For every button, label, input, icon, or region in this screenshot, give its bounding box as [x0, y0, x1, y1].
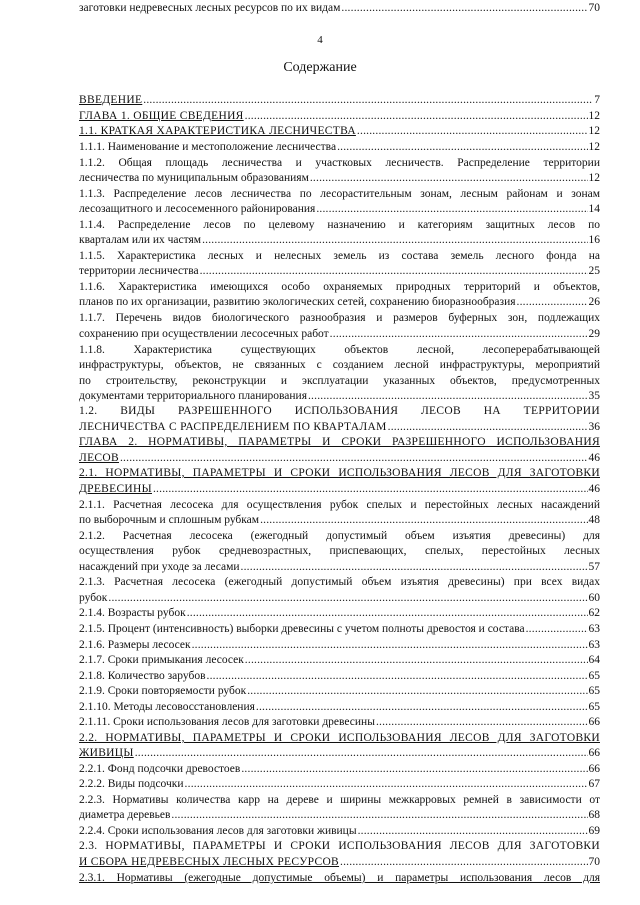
toc-entry-text: планов по их организации, развитию экологических сетей, сохранению биоразнообразия — [79, 296, 516, 308]
dot-leader — [316, 201, 587, 217]
toc-line — [79, 139, 600, 155]
toc-line — [79, 326, 600, 342]
dot-leader — [357, 123, 588, 139]
toc-page-number: 66 — [588, 716, 600, 728]
dot-leader — [171, 807, 587, 823]
toc-entry-text: И СБОРА НЕДРЕВЕСНЫХ ЛЕСНЫХ РЕСУРСОВ — [79, 856, 340, 868]
dot-leader — [207, 668, 588, 684]
toc-line — [79, 621, 600, 637]
toc-line — [79, 590, 600, 606]
dot-leader — [330, 326, 588, 342]
dot-leader — [517, 294, 588, 310]
toc-line — [79, 652, 600, 668]
toc-line — [79, 854, 600, 870]
dot-leader — [247, 683, 587, 699]
toc-page-number: 64 — [588, 654, 600, 666]
toc-line — [79, 605, 600, 621]
toc-page-number: 35 — [588, 390, 600, 402]
toc-line — [79, 92, 600, 108]
toc-entry-text: 2.1.11. Сроки использования лесов для заготовки древесины — [79, 716, 375, 728]
toc-line — [79, 714, 600, 730]
toc-page-number: 48 — [588, 514, 600, 526]
toc-line — [79, 263, 600, 279]
toc-line: 1.2. ВИДЫ РАЗРЕШЕННОГО ИСПОЛЬЗОВАНИЯ ЛЕСОВ НА ТЕРРИТОРИИ — [79, 405, 600, 417]
dot-leader — [143, 92, 593, 108]
toc-line — [79, 761, 600, 777]
toc-entry-text: заготовки недревесных лесных ресурсов по их видам — [79, 2, 341, 14]
toc-page-number: 63 — [588, 623, 600, 635]
toc-line — [79, 201, 600, 217]
toc-entry-text: 2.1.4. Возрасты рубок — [79, 607, 186, 619]
toc-line — [79, 745, 600, 761]
dot-leader — [108, 590, 587, 606]
toc-line: 2.3.1. Нормативы (ежегодные допустимые объемы) и параметры использования лесов для — [79, 872, 600, 884]
toc-page-number: 26 — [588, 296, 600, 308]
toc-page-number: 16 — [588, 234, 600, 246]
toc-line: 1.1.5. Характеристика лесных и нелесных земель из состава земель лесного фонда на — [79, 250, 600, 262]
toc-line — [79, 0, 600, 16]
toc-line: 2.1.2. Расчетная лесосека (ежегодный допустимый объем изъятия древесины) для — [79, 530, 600, 542]
dot-leader — [337, 139, 587, 155]
toc-line — [79, 232, 600, 248]
toc-page-number: 65 — [588, 670, 600, 682]
toc-line: 2.1.3. Расчетная лесосека (ежегодный допустимый объем изъятия древесины) при всех видах — [79, 576, 600, 588]
toc-page-number: 57 — [588, 561, 600, 573]
toc-page-number: 12 — [588, 172, 600, 184]
toc-page-number: 66 — [588, 763, 600, 775]
dot-leader — [358, 823, 588, 839]
toc-line — [79, 108, 600, 124]
toc-entry-text: ВВЕДЕНИЕ — [79, 94, 143, 106]
dot-leader — [308, 388, 588, 404]
toc-page-number: 12 — [588, 141, 600, 153]
toc-page-number: 12 — [588, 110, 600, 122]
toc-page-number: 66 — [588, 747, 600, 759]
toc-line — [79, 512, 600, 528]
toc-line: 2.1. НОРМАТИВЫ, ПАРАМЕТРЫ И СРОКИ ИСПОЛЬЗОВАНИЯ ЛЕСОВ ДЛЯ ЗАГОТОВКИ — [79, 467, 600, 479]
toc-page-number: 25 — [588, 265, 600, 277]
toc-line: ГЛАВА 2. НОРМАТИВЫ, ПАРАМЕТРЫ И СРОКИ РАЗРЕШЕННОГО ИСПОЛЬЗОВАНИЯ — [79, 436, 600, 448]
toc-page-number: 69 — [588, 825, 600, 837]
toc-entry-text: 2.2.4. Сроки использования лесов для заготовки живицы — [79, 825, 357, 837]
toc-page-number: 60 — [588, 592, 600, 604]
dot-leader — [376, 714, 588, 730]
toc-entry-text: 2.1.6. Размеры лесосек — [79, 639, 191, 651]
toc-entry-text: документами территориального планирования — [79, 390, 307, 402]
toc-line — [79, 823, 600, 839]
toc-line — [79, 807, 600, 823]
toc-line: 2.3. НОРМАТИВЫ, ПАРАМЕТРЫ И СРОКИ ИСПОЛЬЗОВАНИЯ ЛЕСОВ ДЛЯ ЗАГОТОВКИ — [79, 840, 600, 852]
dot-leader — [245, 108, 588, 124]
toc-page-number: 46 — [588, 483, 600, 495]
dot-leader — [310, 170, 588, 186]
toc-entry-text: 2.1.9. Сроки повторяемости рубок — [79, 685, 247, 697]
toc-line — [79, 419, 600, 435]
page-number: 4 — [317, 34, 323, 46]
toc-page-number: 29 — [588, 328, 600, 340]
toc-line — [79, 683, 600, 699]
toc-page-number: 63 — [588, 639, 600, 651]
toc-line — [79, 699, 600, 715]
toc-page-number: 70 — [588, 2, 600, 14]
toc-page-number: 36 — [588, 421, 600, 433]
toc-line — [79, 481, 600, 497]
dot-leader — [200, 263, 588, 279]
toc-entry-text: 2.1.7. Сроки примыкания лесосек — [79, 654, 244, 666]
dot-leader — [202, 232, 587, 248]
toc-line: 1.1.2. Общая площадь лесничества и участковых лесничеств. Распределение территории — [79, 157, 600, 169]
toc-line: 2.1.1. Расчетная лесосека для осуществления рубок спелых и перестойных лесных насаждений — [79, 499, 600, 511]
toc-page-number: 14 — [588, 203, 600, 215]
dot-leader — [241, 761, 587, 777]
toc-line: инфраструктуры, объектов, не связанных с созданием лесной инфраструктуры, мероприятий — [79, 359, 600, 371]
toc-entry-text: 2.1.8. Количество зарубов — [79, 670, 206, 682]
toc-line — [79, 294, 600, 310]
toc-entry-text: по выборочным и сплошным рубкам — [79, 514, 260, 526]
toc-page-number: 46 — [588, 452, 600, 464]
toc-entry-text: лесничества по муниципальным образованиям — [79, 172, 309, 184]
dot-leader — [341, 0, 587, 16]
toc-entry-text: 2.1.10. Методы лесовосстановления — [79, 701, 255, 713]
dot-leader — [388, 419, 588, 435]
dot-leader — [526, 621, 588, 637]
toc-entry-text: кварталам или их частям — [79, 234, 202, 246]
toc-line — [79, 450, 600, 466]
dot-leader — [187, 605, 588, 621]
contents-title: Содержание — [283, 60, 357, 75]
dot-leader — [245, 652, 588, 668]
dot-leader — [340, 854, 587, 870]
toc-line: 1.1.4. Распределение лесов по целевому назначению и категориям защитных лесов по — [79, 219, 600, 231]
toc-line — [79, 388, 600, 404]
dot-leader — [192, 637, 588, 653]
toc-line: 2.2. НОРМАТИВЫ, ПАРАМЕТРЫ И СРОКИ ИСПОЛЬЗОВАНИЯ ЛЕСОВ ДЛЯ ЗАГОТОВКИ — [79, 732, 600, 744]
toc-entry-text: насаждений при уходе за лесами — [79, 561, 240, 573]
toc-line: по строительству, реконструкции и эксплуатации указанных объектов, предусмотренных — [79, 375, 600, 387]
toc-entry-text: рубок — [79, 592, 108, 604]
toc-page-number: 65 — [588, 701, 600, 713]
toc-entry-text: ЛЕСОВ — [79, 452, 119, 464]
toc-entry-text: 1.1. КРАТКАЯ ХАРАКТЕРИСТИКА ЛЕСНИЧЕСТВА — [79, 125, 356, 137]
toc-line — [79, 637, 600, 653]
toc-entry-text: диаметра деревьев — [79, 809, 171, 821]
toc-line: 1.1.3. Распределение лесов лесничества по лесорастительным зонам, лесным районам и зонам — [79, 188, 600, 200]
toc-entry-text: ЛЕСНИЧЕСТВА С РАСПРЕДЕЛЕНИЕМ ПО КВАРТАЛАМ — [79, 421, 387, 433]
toc-line — [79, 170, 600, 186]
toc-entry-text: ЖИВИЦЫ — [79, 747, 134, 759]
toc-page-number: 12 — [588, 125, 600, 137]
dot-leader — [256, 699, 588, 715]
dot-leader — [260, 512, 587, 528]
toc-entry-text: 2.1.5. Процент (интенсивность) выборки древесины с учетом полноты древостоя и состава — [79, 623, 525, 635]
toc-page-number: 67 — [588, 778, 600, 790]
toc-page-number: 68 — [588, 809, 600, 821]
dot-leader — [120, 450, 588, 466]
toc-page-number: 62 — [588, 607, 600, 619]
toc-line: 2.2.3. Нормативы количества карр на дереве и ширины межкарровых ремней в зависимости от — [79, 794, 600, 806]
toc-entry-text: территории лесничества — [79, 265, 199, 277]
toc-line: 1.1.7. Перечень видов биологического разнообразия и размеров буферных зон, подлежащих — [79, 312, 600, 324]
toc-page-number: 70 — [588, 856, 600, 868]
toc-line: 1.1.6. Характеристика имеющихся особо охраняемых природных территорий и объектов, — [79, 281, 600, 293]
toc-line: 1.1.8. Характеристика существующих объектов лесной, лесоперерабатывающей — [79, 344, 600, 356]
toc-entry-text: лесозащитного и лесосеменного районирования — [79, 203, 316, 215]
toc-entry-text: 2.2.1. Фонд подсочки древостоев — [79, 763, 241, 775]
dot-leader — [135, 745, 588, 761]
dot-leader — [185, 776, 588, 792]
dot-leader — [241, 559, 588, 575]
toc-entry-text: ДРЕВЕСИНЫ — [79, 483, 152, 495]
toc-entry-text: ГЛАВА 1. ОБЩИЕ СВЕДЕНИЯ — [79, 110, 244, 122]
toc-line — [79, 559, 600, 575]
dot-leader — [153, 481, 588, 497]
toc-line — [79, 668, 600, 684]
toc-line — [79, 776, 600, 792]
toc-page-number: 65 — [588, 685, 600, 697]
toc-entry-text: сохранению при осуществлении лесосечных работ — [79, 328, 329, 340]
toc-entry-text: 2.2.2. Виды подсочки — [79, 778, 184, 790]
toc-line — [79, 123, 600, 139]
toc-entry-text: 1.1.1. Наименование и местоположение лесничества — [79, 141, 337, 153]
toc-page-number: 7 — [594, 94, 600, 106]
toc-line: осуществления рубок средневозрастных, приспевающих, спелых, перестойных лесных — [79, 545, 600, 557]
